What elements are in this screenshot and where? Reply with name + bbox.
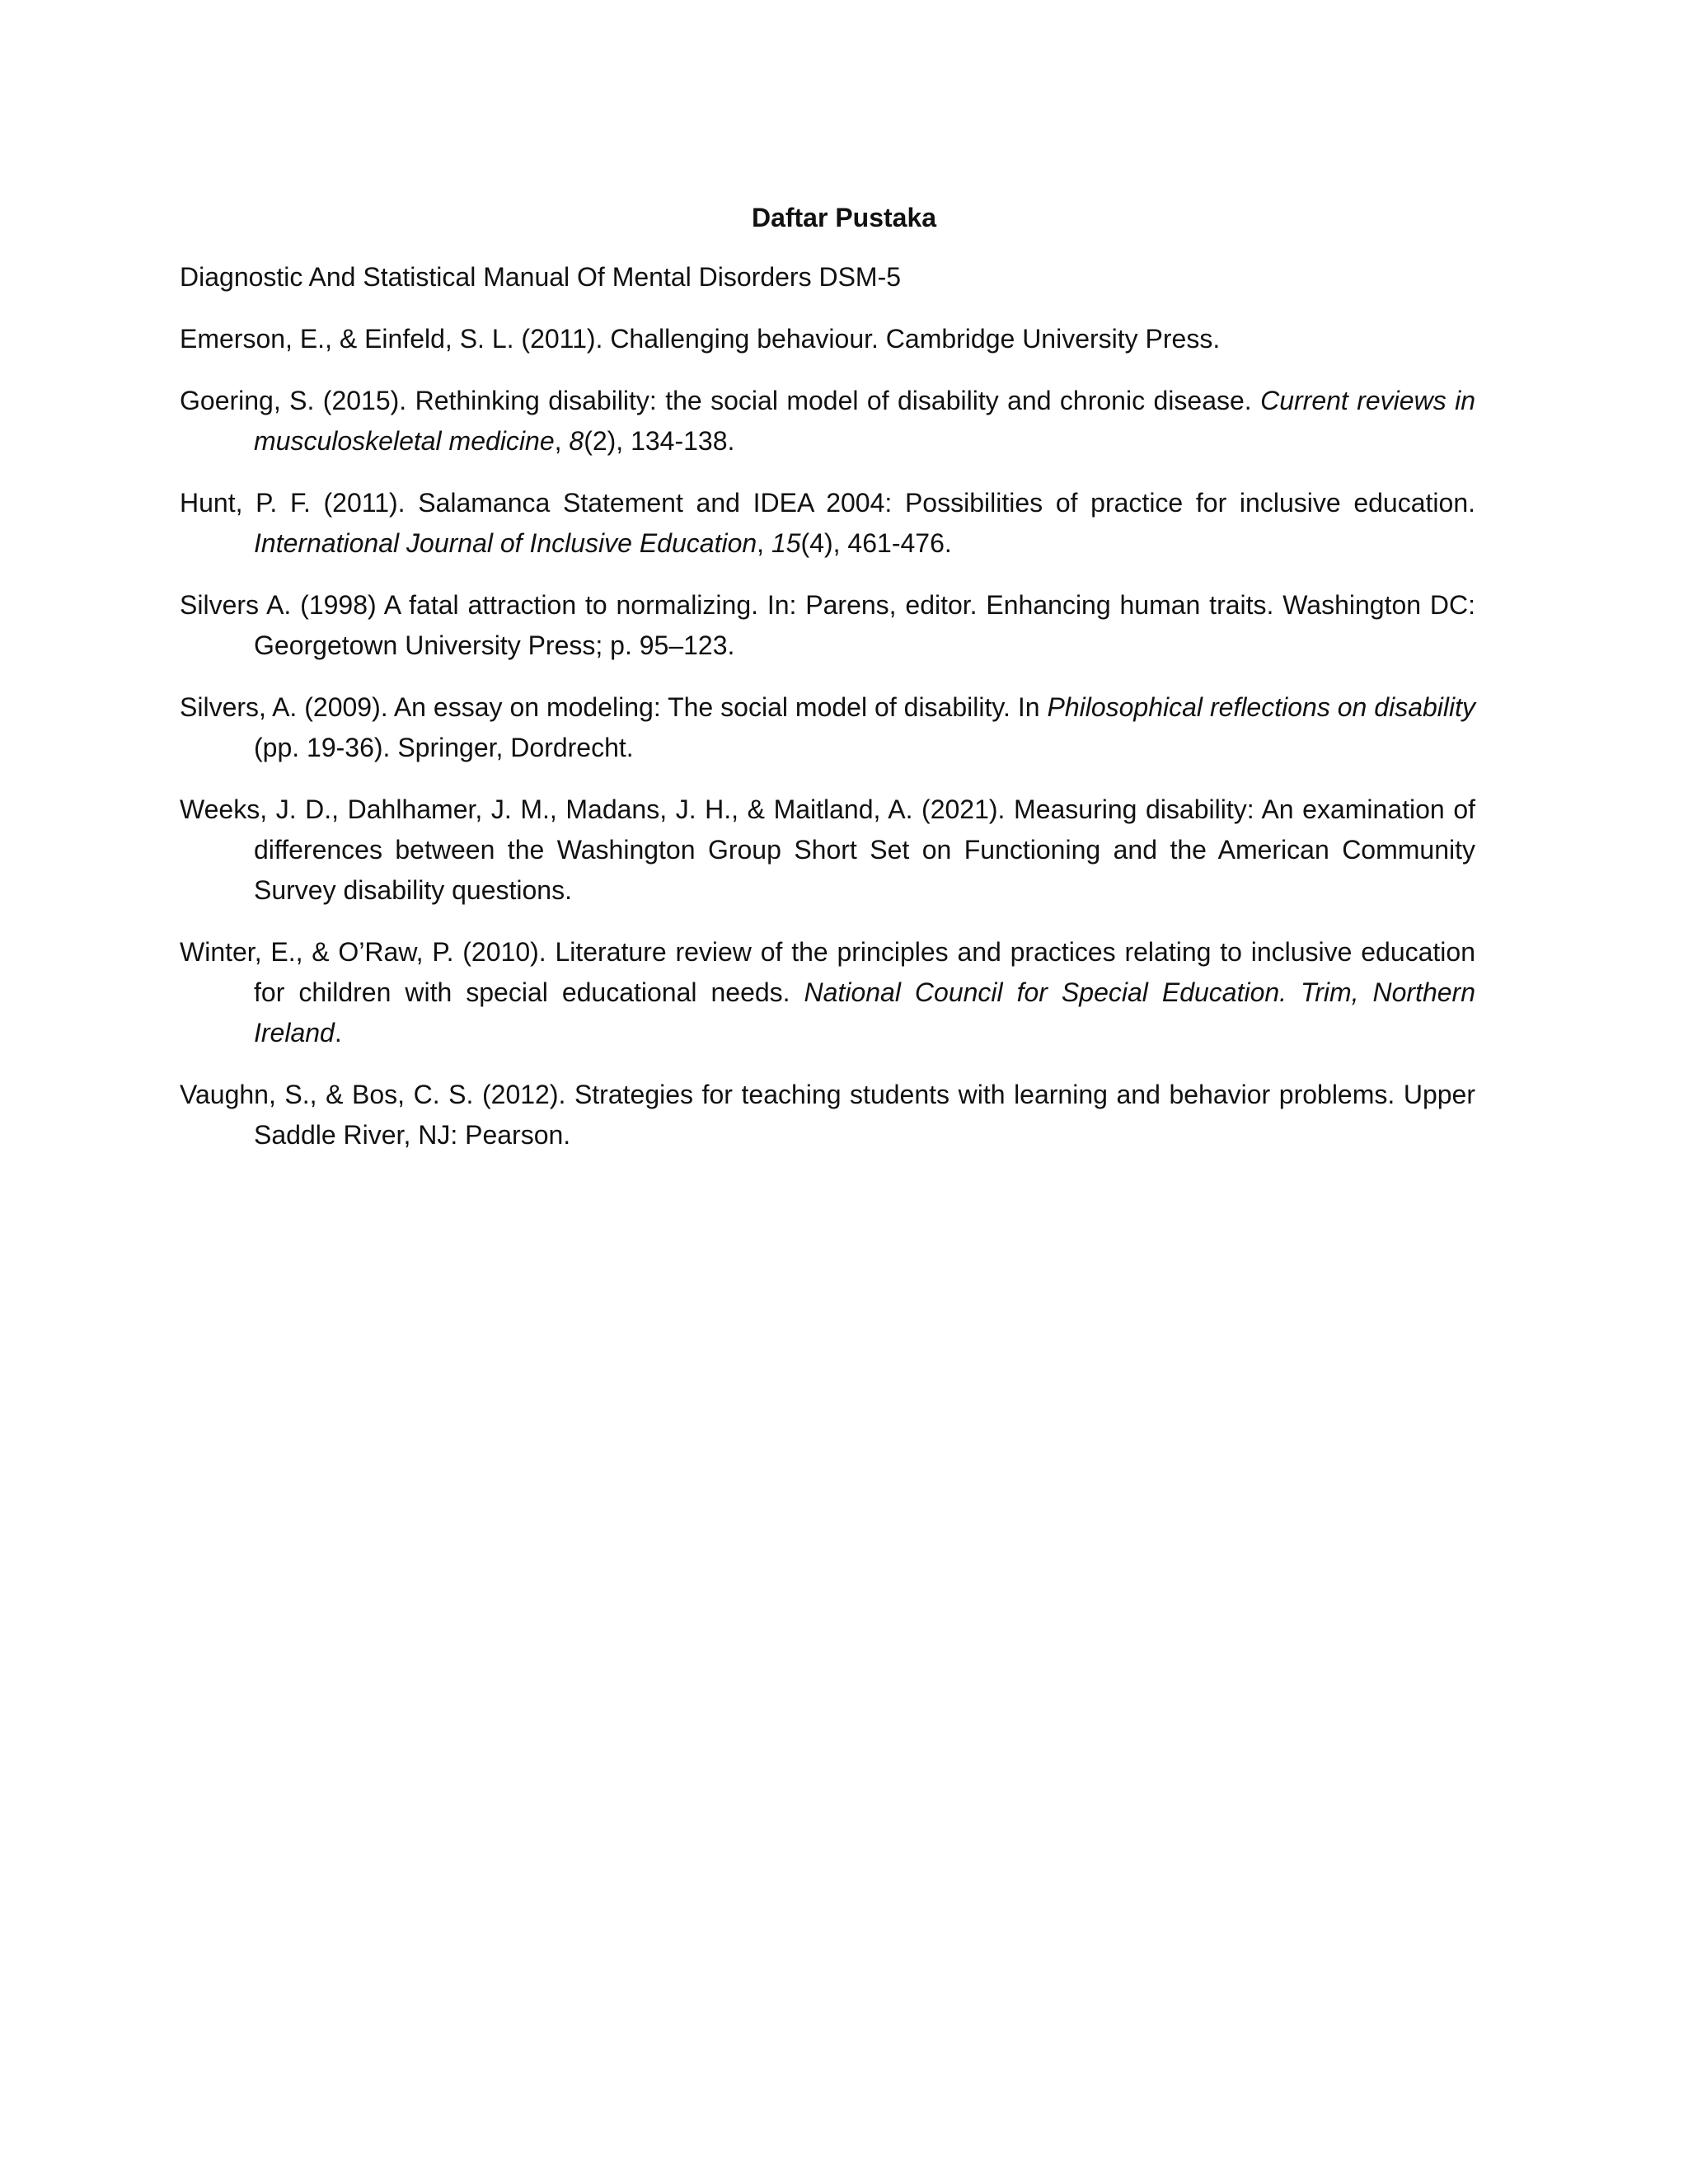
reference-item bbox=[180, 585, 1475, 666]
reference-item bbox=[180, 790, 1475, 911]
reference-text: (4), 461-476. bbox=[800, 528, 952, 558]
reference-item bbox=[180, 381, 1475, 462]
reference-item bbox=[180, 932, 1475, 1053]
reference-text: . bbox=[334, 1018, 342, 1047]
reference-text: (pp. 19-36). Springer, Dordrecht. bbox=[254, 733, 634, 762]
reference-item bbox=[180, 319, 1475, 359]
reference-item bbox=[180, 1075, 1475, 1155]
reference-text: Vaughn, S., & Bos, C. S. (2012). Strategies for teaching students with learning and behavior problems. Upper Saddle River, NJ: Pearson. bbox=[180, 1080, 1475, 1150]
reference-text: Emerson, E., & Einfeld, S. L. (2011). Challenging behaviour. Cambridge University Press. bbox=[180, 324, 1221, 354]
publisher-name: National Council for Special Education. Trim, Northern Ireland bbox=[254, 977, 1475, 1047]
volume-number: 15 bbox=[771, 528, 801, 558]
reference-text: Silvers A. (1998) A fatal attraction to normalizing. In: Parens, editor. Enhancing human traits. Washington DC: Georgetown University Press; p. 95–123. bbox=[180, 590, 1475, 660]
journal-title: International Journal of Inclusive Education bbox=[254, 528, 757, 558]
reference-item bbox=[180, 687, 1475, 768]
book-title: Philosophical reflections on disability bbox=[1047, 692, 1476, 722]
reference-item bbox=[180, 257, 1475, 298]
journal-title: Current reviews in musculoskeletal medicine bbox=[254, 386, 1476, 456]
reference-text: Winter, E., & O’Raw, P. (2010). Literature review of the principles and practices relating to inclusive education for children with special educational needs. bbox=[180, 937, 1475, 1007]
reference-list bbox=[180, 257, 1475, 1177]
reference-text: Hunt, P. F. (2011). Salamanca Statement and IDEA 2004: Possibilities of practice for inclusive education. bbox=[180, 488, 1475, 518]
reference-text: Goering, S. (2015). Rethinking disability: the social model of disability and chronic disease. bbox=[180, 386, 1261, 415]
reference-text: Silvers, A. (2009). An essay on modeling: The social model of disability. In bbox=[180, 692, 1048, 722]
reference-text: (2), 134-138. bbox=[584, 426, 735, 456]
reference-text: , bbox=[554, 426, 570, 456]
volume-number: 8 bbox=[569, 426, 584, 456]
page-title: Daftar Pustaka bbox=[751, 203, 937, 232]
reference-text: Weeks, J. D., Dahlhamer, J. M., Madans, J. H., & Maitland, A. (2021). Measuring disability: An examination of differences between the Washington Group Short Set on Functioning and the American Community Survey disability questions. bbox=[180, 794, 1475, 905]
reference-item bbox=[180, 483, 1475, 564]
reference-text: Diagnostic And Statistical Manual Of Mental Disorders DSM-5 bbox=[180, 262, 902, 292]
reference-text: , bbox=[757, 528, 771, 558]
